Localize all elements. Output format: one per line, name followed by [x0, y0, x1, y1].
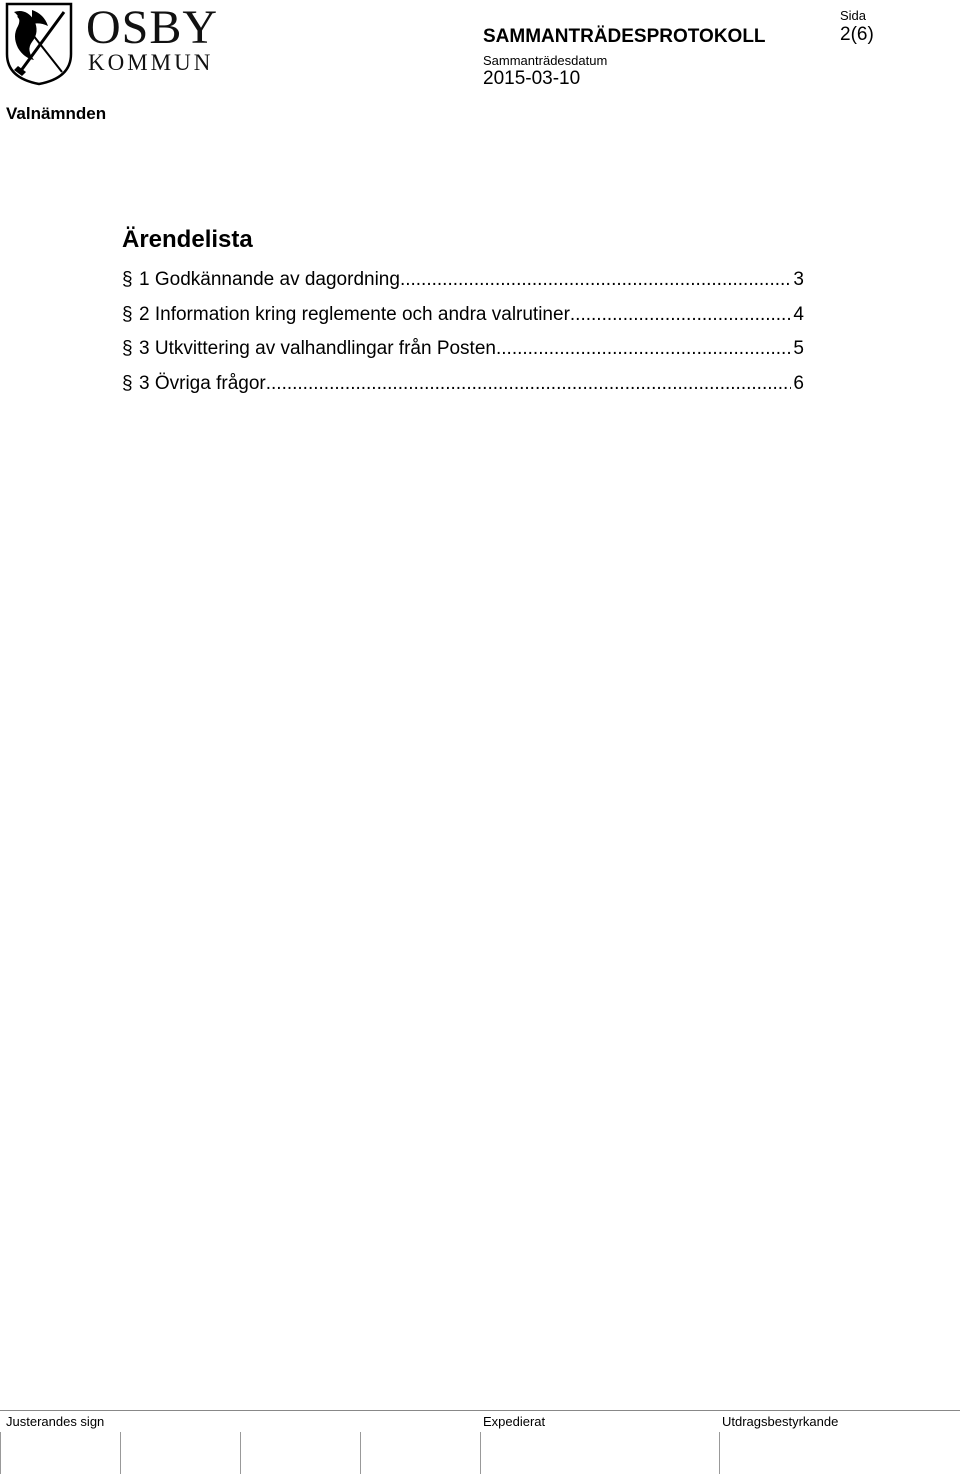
document-title: SAMMANTRÄDESPROTOKOLL [483, 26, 766, 47]
toc-item[interactable] [122, 301, 804, 336]
toc-leader-dots [496, 335, 791, 363]
toc-item-page: 6 [793, 372, 804, 394]
footer-signature-box-divider [120, 1432, 121, 1474]
footer-signature-box-divider [719, 1432, 720, 1474]
footer-signature-box-divider [480, 1432, 481, 1474]
toc-item-title: 3 Utkvittering av valhandlingar från Posten [139, 338, 496, 359]
toc-list [122, 266, 804, 404]
footer-expedited-label: Expedierat [483, 1414, 546, 1429]
footer-divider [0, 1410, 960, 1411]
toc-leader-dots [400, 266, 791, 294]
page-label: Sida [840, 8, 867, 23]
section-symbol: § [122, 372, 133, 394]
meeting-date-label: Sammanträdesdatum [483, 53, 608, 68]
footer-signature-box-divider [240, 1432, 241, 1474]
toc-item-page: 4 [793, 303, 804, 325]
toc-heading: Ärendelista [122, 226, 253, 253]
toc-item-page: 5 [793, 338, 804, 359]
meeting-date-value: 2015-03-10 [483, 68, 581, 89]
section-symbol: § [122, 338, 133, 359]
brand-name: OSBY [86, 1, 219, 54]
page-number: 2(6) [840, 24, 874, 45]
section-symbol: § [122, 269, 133, 290]
section-symbol: § [122, 303, 133, 325]
footer-signature-box-divider [0, 1432, 1, 1474]
toc-item[interactable] [122, 335, 804, 370]
toc-item-title: 1 Godkännande av dagordning [139, 269, 400, 290]
toc-item[interactable] [122, 370, 804, 405]
toc-item-title: 3 Övriga frågor [139, 372, 266, 394]
osby-coat-of-arms-logo [4, 2, 74, 86]
footer-sign-label: Justerandes sign [6, 1414, 105, 1429]
toc-leader-dots [570, 301, 792, 329]
footer-signature-box-divider [360, 1432, 361, 1474]
toc-item-title: 2 Information kring reglemente och andra valrutiner [139, 303, 570, 325]
footer-excerpt-label: Utdragsbestyrkande [722, 1414, 839, 1429]
committee-name: Valnämnden [6, 104, 107, 123]
toc-leader-dots [266, 370, 792, 398]
brand-subtitle: KOMMUN [88, 50, 214, 75]
toc-item-page: 3 [793, 269, 804, 290]
toc-item[interactable] [122, 266, 804, 301]
